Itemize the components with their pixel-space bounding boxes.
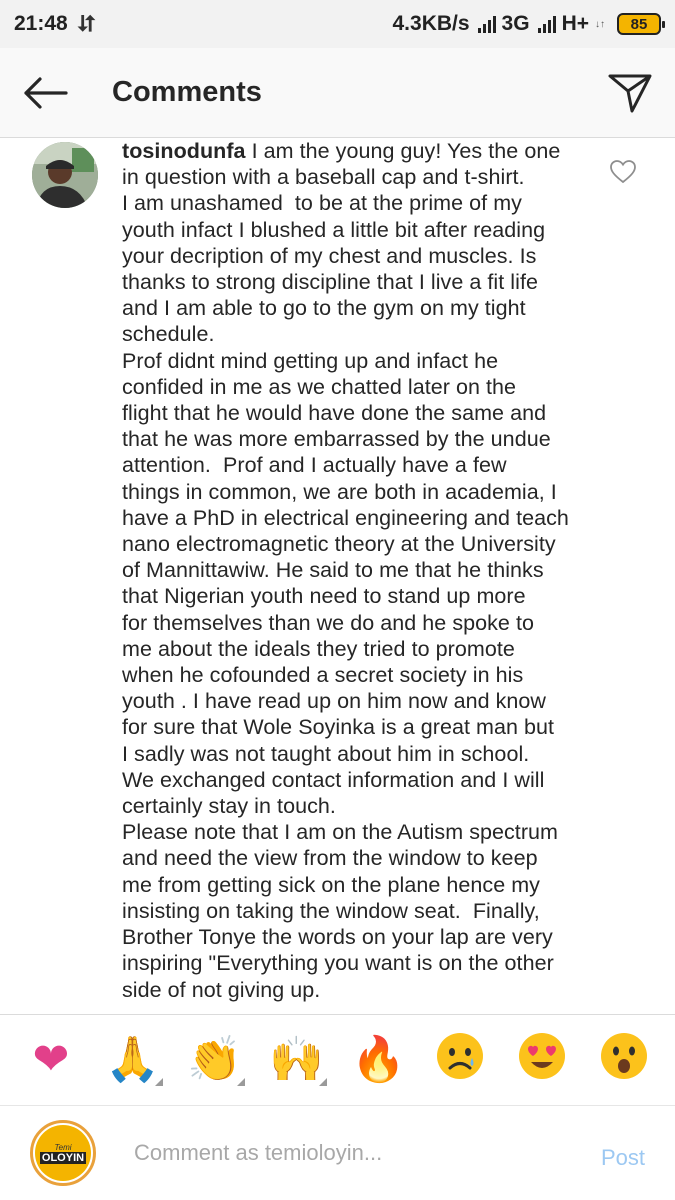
raised-hands-emoji-button[interactable] bbox=[267, 1035, 327, 1084]
skin-tone-indicator bbox=[155, 1078, 163, 1086]
fire-emoji-icon: 🔥 bbox=[351, 1035, 406, 1084]
surprised-face-emoji-icon bbox=[600, 1032, 648, 1080]
battery-level: 85 bbox=[630, 15, 648, 33]
sad-face-emoji-icon bbox=[436, 1032, 484, 1080]
heart-emoji-button[interactable] bbox=[21, 1035, 81, 1084]
heart-emoji-icon: ❤ bbox=[32, 1035, 70, 1084]
skin-tone-indicator bbox=[237, 1078, 245, 1086]
network-type-2: H+ bbox=[561, 12, 589, 35]
comment-input[interactable] bbox=[134, 1140, 524, 1166]
comment-body: I am the young guy! Yes the one in question with a baseball cap and t-shirt. I am unashamed to be at the prime of my youth infact I blushed a little bit after reading your decription of my chest and muscles. Is thanks to strong discipline that I live a fit life and I am able to go to the gym on my tight schedule. Prof didnt mind getting up and infact he confided in me as we chatted later on the flight that he would have done the same and that he was more embarrassed by the undue attention. Prof and I actually have a few things in common, we are both in academia, I have a PhD in electrical engineering and teach nano electromagnetic theory at the University of Mannittawiw. He said to me that he thinks that Nigerian youth need to stand up more for themselves than we do and he spoke to me about the ideals they tried to promote when he cofounded a secret society in his youth . I have read up on him now and know for sure that Wole Soyinka is a great man but I sadly was not taught about him in school. We exchanged contact information and I will certainly stay in touch. Please note that I am on the Autism spectrum and need the view from the window to keep me from getting sick on the plane hence my insisting on taking the window seat. Finally, Brother Tonye the words on your lap are very inspiring "Everything you want is on the other side of not giving up. bbox=[122, 139, 569, 1002]
comment-text bbox=[122, 138, 592, 1003]
avatar-photo-icon bbox=[32, 142, 98, 208]
network-speed: 4.3KB/s bbox=[392, 12, 470, 35]
emoji-bar bbox=[0, 1014, 675, 1106]
status-indicators bbox=[393, 12, 662, 36]
back-button[interactable] bbox=[0, 48, 90, 138]
raised-hands-emoji-icon: 🙌 bbox=[269, 1035, 324, 1084]
sync-icon: ⮃ bbox=[77, 11, 96, 36]
current-user-avatar bbox=[30, 1120, 96, 1186]
page-title: Comments bbox=[112, 76, 262, 108]
post-button[interactable]: Post bbox=[600, 1145, 645, 1170]
comment-item bbox=[0, 138, 675, 1014]
comment-username[interactable]: tosinodunfa bbox=[122, 139, 246, 163]
status-time: 21:48 bbox=[14, 12, 68, 35]
back-arrow-icon bbox=[22, 76, 68, 110]
skin-tone-indicator bbox=[319, 1078, 327, 1086]
clap-emoji-icon: 👏 bbox=[187, 1035, 243, 1084]
surprised-emoji-button[interactable] bbox=[594, 1032, 654, 1088]
pray-emoji-button[interactable] bbox=[103, 1035, 163, 1084]
send-icon bbox=[608, 73, 652, 113]
battery-icon bbox=[617, 13, 661, 35]
avatar-logo bbox=[35, 1125, 91, 1181]
network-type-1: 3G bbox=[501, 12, 530, 35]
avatar-logo-text: OLOYIN bbox=[41, 1151, 85, 1164]
heart-outline-icon bbox=[610, 160, 636, 184]
like-button[interactable] bbox=[610, 160, 636, 184]
avatar[interactable] bbox=[32, 142, 98, 208]
clap-emoji-button[interactable] bbox=[185, 1035, 245, 1084]
comment-composer bbox=[0, 1106, 675, 1200]
fire-emoji-button[interactable] bbox=[348, 1035, 408, 1084]
avatar-logo-top-text: Temi bbox=[54, 1142, 72, 1152]
status-bar bbox=[0, 0, 675, 48]
send-button[interactable] bbox=[585, 48, 675, 138]
heart-eyes-emoji-icon bbox=[518, 1032, 566, 1080]
pray-emoji-icon: 🙏 bbox=[105, 1035, 161, 1084]
data-arrows-icon: ↓↑ bbox=[595, 18, 605, 30]
sad-emoji-button[interactable] bbox=[430, 1032, 490, 1088]
heart-eyes-emoji-button[interactable] bbox=[512, 1032, 572, 1088]
signal-icon bbox=[478, 15, 496, 33]
header bbox=[0, 48, 675, 138]
signal-icon bbox=[538, 15, 556, 33]
